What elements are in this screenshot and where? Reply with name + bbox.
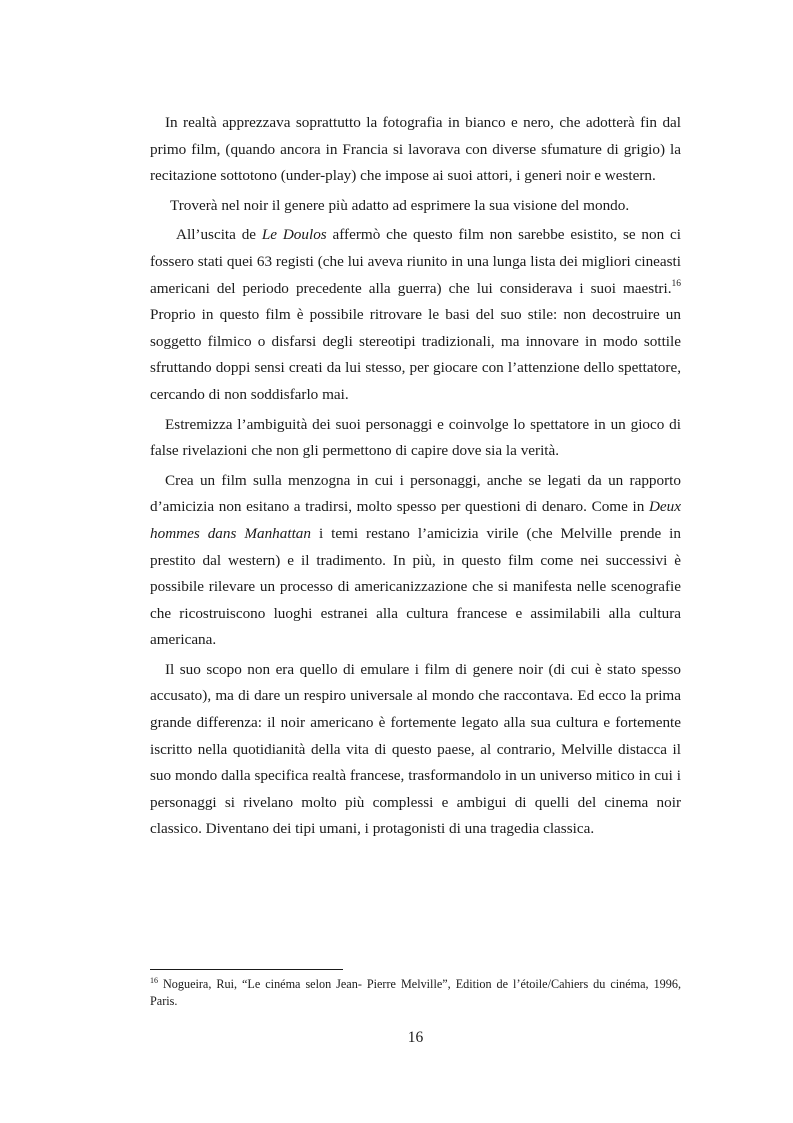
paragraph-4: Estremizza l’ambiguità dei suoi personaggi e coinvolge lo spettatore in un gioco di false rivelazioni che non gli permettono di capire dove sia la verità. <box>150 415 681 460</box>
footnote-text: Nogueira, Rui, “Le cinéma selon Jean- Pierre Melville”, Edition de l’étoile/Cahiers du cinéma, 1996, Paris. <box>150 977 681 1008</box>
body-text <box>150 110 681 846</box>
page-number: 16 <box>407 1029 424 1046</box>
footnote <box>150 976 681 1009</box>
paragraph-3: All’uscita de Le Doulos affermò che questo film non sarebbe esistito, se non ci fossero stati quei 63 registi (che lui aveva riunito in una lunga lista dei migliori cineasti americani del periodo precedente alla guerra) che lui considerava i suoi maestri.$^{16}$ Proprio in questo film è possibile ritrovare le basi del suo stile: non decostruire un soggetto filmico o disfarsi degli stereotipi tradizionali, ma innovare in modo sottile sfruttando doppi sensi creati da lui stesso, per giocare con l’attenzione dello spettatore, cercando di non soddisfarlo mai. <box>150 226 681 403</box>
paragraph-5: Crea un film sulla menzogna in cui i personaggi, anche se legati da un rapporto d’amicizia non esitano a tradirsi, molto spesso per questioni di denaro. Come in Deux hommes dans Manhattan i temi restano l’amicizia virile (che Melville prende in prestito dal western) e il tradimento. In più, in questo film come nei successivi è possibile rilevare un processo di americanizzazione che si manifesta nelle scenografie che ricostruiscono luoghi estranei alla cultura francese e assimilabili alla cultura americana. <box>150 471 681 649</box>
footnote-number: 16 <box>150 976 158 985</box>
film-title-le-doulos: Le Doulos <box>261 226 327 244</box>
film-title-deux-hommes: Deux hommes dans Manhattan <box>150 498 681 542</box>
footnote-separator <box>150 969 343 970</box>
paragraph-6: Il suo scopo non era quello di emulare i film di genere noir (di cui è stato spesso accusato), ma di dare un respiro universale al mondo che raccontava. Ed ecco la prima grande differenza: il noir americano è fortemente legato alla sua cultura e fortemente iscritto nella quotidianità della vita di questo paese, al contrario, Melville distacca il suo mondo dalla specifica realtà francese, trasformandolo in un universo mitico in cui i personaggi si rivelano molto più complessi e ambigui di quelli del cinema noir classico. Diventano dei tipi umani, i protagonisti di una tragedia classica. <box>150 660 681 838</box>
paragraph-2: Troverà nel noir il genere più adatto ad esprimere la sua visione del mondo. <box>170 196 630 214</box>
footnote-reference[interactable]: 16 <box>671 278 681 289</box>
paragraph-1: In realtà apprezzava soprattutto la fotografia in bianco e nero, che adotterà fin dal primo film, (quando ancora in Francia si lavorava con diverse sfumature di grigio) la recitazione sottotono (under-play) che impose ai suoi attori, i generi noir e western. <box>150 114 681 185</box>
